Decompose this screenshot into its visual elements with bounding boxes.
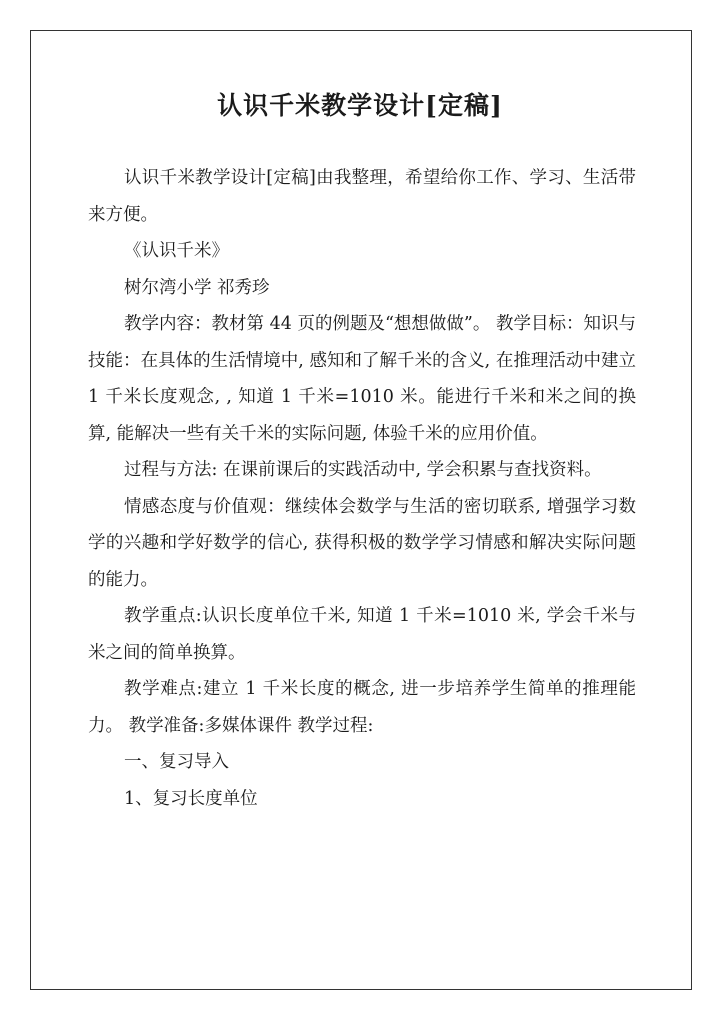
key-points-paragraph: 教学重点:认识长度单位千米, 知道 1 千米=1010 米, 学会千米与米之间的简单换算。: [88, 606, 636, 663]
section-heading-review: 一、复习导入: [124, 752, 229, 772]
process-method-paragraph: 过程与方法: 在课前课后的实践活动中, 学会积累与查找资料。: [124, 460, 602, 480]
author-line: 树尔湾小学 祁秀珍: [124, 277, 270, 298]
subsection-heading-length-units: 1、复习长度单位: [124, 788, 258, 809]
content-and-goals-paragraph: 教学内容：教材第 44 页的例题及“想想做做”。 教学目标：知识与技能：在具体的生活情境中, 感知和了解千米的含义, 在推理活动中建立 1 千米长度观念, , 知道 1 千米=1010 米。能进行千米和米之间的换算, 能解决一些有关千米的实际问题, 体验千米的应用价值。: [88, 314, 636, 444]
intro-paragraph: 认识千米教学设计[定稿]由我整理，希望给你工作、学习、生活带来方便。: [88, 168, 636, 225]
document-title: 认识千米教学设计[定稿]: [217, 91, 503, 120]
lesson-name: 《认识千米》: [124, 241, 229, 261]
difficulties-paragraph: 教学难点:建立 1 千米长度的概念, 进一步培养学生简单的推理能力。 教学准备:多媒体课件 教学过程:: [88, 679, 636, 736]
attitude-values-paragraph: 情感态度与价值观：继续体会数学与生活的密切联系, 增强学习数学的兴趣和学好数学的信心, 获得积极的数学学习情感和解决实际问题的能力。: [88, 496, 636, 590]
document-body: [88, 160, 636, 817]
